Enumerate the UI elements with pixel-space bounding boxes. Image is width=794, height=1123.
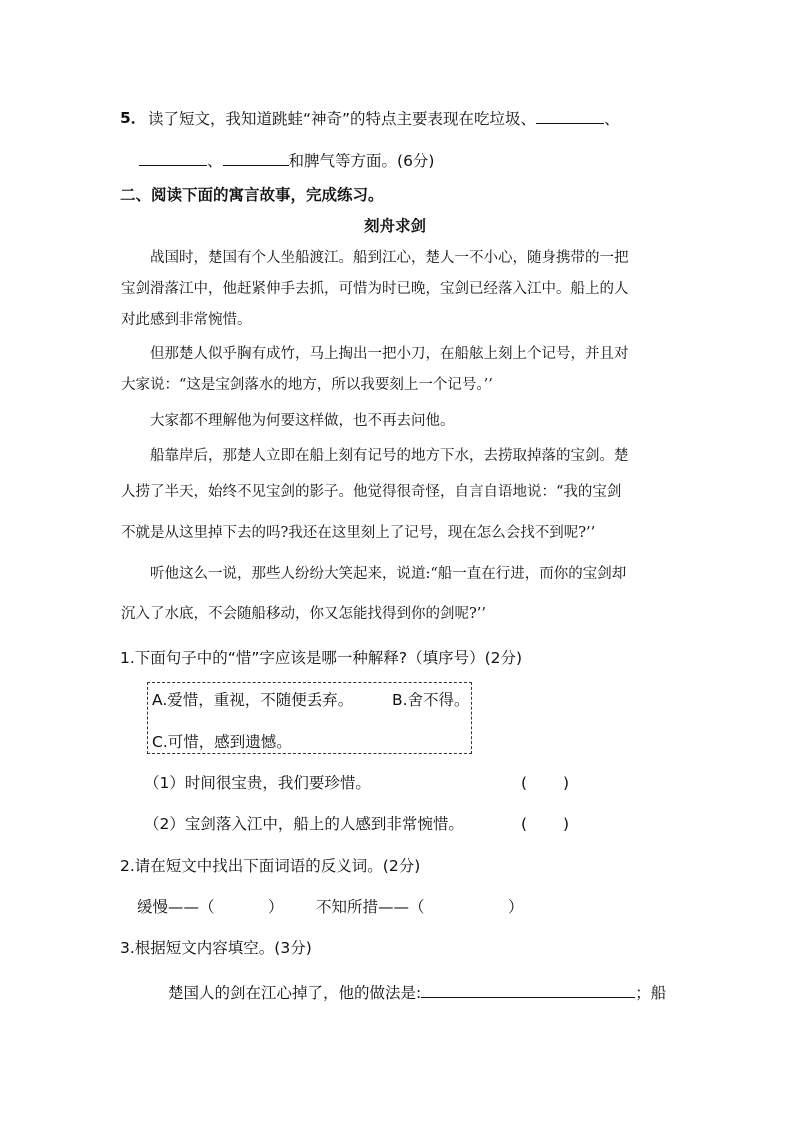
q1-item-1: （1）时间很宝贵，我们要珍惜。 <box>144 774 371 792</box>
q2-word2: 不知所措——（ <box>316 898 425 916</box>
q5-line1-text: 读了短文，我知道跳蛙“神奇”的特点主要表现在吃垃圾、 <box>148 110 537 128</box>
q2-word2-answer-slot[interactable] <box>436 896 506 918</box>
q3-stem: 3.根据短文内容填空。(3分) <box>120 939 312 957</box>
passage-p4-line2: 人捞了半天，始终不见宝剑的影子。他觉得很奇怪，自言自语地说：“我的宝剑 <box>121 484 622 500</box>
story-title: 刻舟求剑 <box>364 217 427 235</box>
passage-p1-line1: 战国时，楚国有个人坐船渡江。船到江心，楚人一不小心，随身携带的一把 <box>150 250 629 266</box>
q1-item-1-paren-open: ( <box>521 774 528 792</box>
q2-word1: 缓慢——（ <box>137 898 215 916</box>
q2-word1-close: ） <box>268 898 284 916</box>
q1-option-c: C.可惜，感到遗憾。 <box>152 733 292 751</box>
q5-blank-3[interactable] <box>223 150 289 166</box>
q5-blank-1[interactable] <box>536 108 604 124</box>
passage-p5-line1: 听他这么一说，那些人纷纷大笑起来，说道:“船一直在行进，而你的宝剑却 <box>150 566 627 582</box>
passage-p2-line1: 但那楚人似乎胸有成竹，马上掏出一把小刀，在船舷上刻上个记号，并且对 <box>150 346 629 362</box>
passage-p2-line2: 大家说：“这是宝剑落水的地方，所以我要刻上一个记号。’’ <box>121 377 493 393</box>
q1-item-2: （2）宝剑落入江中，船上的人感到非常惋惜。 <box>144 815 464 833</box>
q3-line1-text: 楚国人的剑在江心掉了，他的做法是: <box>168 984 422 1002</box>
q1-option-a: A.爱惜，重视，不随便丢弃。 <box>152 691 354 709</box>
q5-blank-2[interactable] <box>139 150 207 166</box>
passage-p4-line1: 船靠岸后，那楚人立即在船上刻有记号的地方下水，去捞取掉落的宝剑。楚 <box>150 448 629 464</box>
q1-item-2-paren-close: ) <box>563 815 570 833</box>
q1-item-2-paren-open: ( <box>521 815 528 833</box>
passage-p3-line1: 大家都不理解他为何要这样做，也不再去问他。 <box>150 413 455 429</box>
passage-p4-line3: 不就是从这里掉下去的吗?我还在这里刻上了记号，现在怎么会找不到呢?’’ <box>121 525 596 541</box>
q5-line1 <box>148 108 620 129</box>
section-heading: 二、阅读下面的寓言故事，完成练习。 <box>120 186 384 204</box>
q1-option-b: B.舍不得。 <box>392 691 470 709</box>
q5-number: 5． <box>120 109 147 127</box>
q3-blank-1[interactable] <box>421 982 635 998</box>
q3-line1-end: ；船 <box>635 984 667 1002</box>
passage-p1-line3: 对此感到非常惋惜。 <box>121 312 252 328</box>
q5-line2 <box>139 150 434 171</box>
q2-word1-answer-slot[interactable] <box>230 896 270 918</box>
q2-word2-close: ） <box>508 898 524 916</box>
passage-p5-line2: 沉入了水底，不会随船移动，你又怎能找得到你的剑呢?’’ <box>121 606 486 622</box>
q1-item-1-paren-close: ) <box>563 774 570 792</box>
q1-stem: 1.下面句子中的“惜”字应该是哪一种解释?（填序号）(2分) <box>120 649 523 667</box>
q1-item-1-answer-slot[interactable] <box>532 772 560 794</box>
q5-line2-end: 和脾气等方面。(6分) <box>288 152 435 170</box>
passage-p1-line2: 宝剑滑落江中，他赶紧伸手去抓，可惜为时已晚，宝剑已经落入江中。船上的人 <box>121 281 629 297</box>
q1-item-2-answer-slot[interactable] <box>532 813 560 835</box>
q5-line1-end: 、 <box>604 110 620 128</box>
q2-stem: 2.请在短文中找出下面词语的反义词。(2分) <box>120 857 421 875</box>
q3-line1 <box>168 982 666 1003</box>
q5-line2-sep: 、 <box>207 152 223 170</box>
